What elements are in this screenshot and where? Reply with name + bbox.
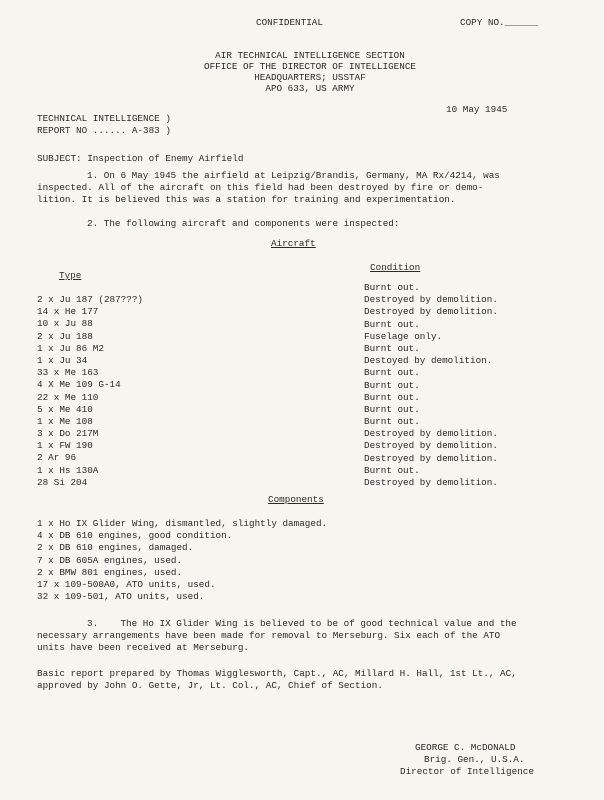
aircraft-type: 2 x Ju 188 <box>37 330 93 342</box>
type-heading: Type <box>59 270 82 281</box>
aircraft-condition: Destoyed by demolition. <box>364 355 493 367</box>
aircraft-condition: Burnt out. <box>364 403 420 415</box>
component-item: 4 x DB 610 engines, good condition. <box>37 530 233 542</box>
org-line: OFFICE OF THE DIRECTOR OF INTELLIGENCE <box>203 61 416 72</box>
condition-heading: Condition <box>370 262 421 273</box>
aircraft-heading: Aircraft <box>271 238 316 249</box>
aircraft-type: 3 x Do 217M <box>37 428 99 440</box>
paragraph-3-line: units have been received at Merseburg. <box>37 642 250 653</box>
aircraft-type: 2 Ar 96 <box>37 452 77 464</box>
component-item: 1 x Ho IX Glider Wing, dismantled, slightly damaged. <box>37 518 328 529</box>
aircraft-condition: Destroyed by demolition. <box>364 477 498 488</box>
component-item: 2 x DB 610 engines, damaged. <box>37 542 194 554</box>
paragraph-1-line: 1. On 6 May 1945 the airfield at Leipzig/Brandis, Germany, MA Rx/4214, was <box>87 170 500 181</box>
aircraft-type: 2 x Ju 187 (287???) <box>37 294 144 305</box>
signature-title: Director of Intelligence <box>400 766 534 777</box>
aircraft-type: 1 x Ju 34 <box>37 354 88 366</box>
classification-label: CONFIDENTIAL <box>256 17 323 28</box>
report-label-line1: TECHNICAL INTELLIGENCE ) <box>37 113 171 124</box>
aircraft-condition: Burnt out. <box>364 391 420 403</box>
report-date: 10 May 1945 <box>446 104 508 115</box>
aircraft-type: 5 x Me 410 <box>37 403 93 415</box>
paragraph-1-line: lition. It is believed this was a station for training and experimentation. <box>37 194 456 205</box>
basic-report-line: Basic report prepared by Thomas Wigglesworth, Capt., AC, Millard H. Hall, 1st Lt., AC, <box>37 668 517 679</box>
aircraft-condition: Burnt out. <box>364 464 420 476</box>
aircraft-condition: Burnt out. <box>364 282 420 293</box>
aircraft-type: 10 x Ju 88 <box>37 318 93 330</box>
aircraft-condition: Destroyed by demolition. <box>364 452 498 464</box>
aircraft-type: 1 x FW 190 <box>37 440 93 452</box>
aircraft-type: 4 X Me 109 G-14 <box>37 379 121 391</box>
org-line: HEADQUARTERS; USSTAF <box>254 72 366 83</box>
aircraft-condition: Destroyed by demolition. <box>364 294 498 306</box>
aircraft-type: 22 x Me 110 <box>37 391 99 403</box>
aircraft-condition: Burnt out. <box>364 318 420 330</box>
aircraft-condition: Burnt out. <box>364 342 420 354</box>
signature-rank: Brig. Gen., U.S.A. <box>424 754 525 765</box>
aircraft-condition: Burnt out. <box>364 367 420 379</box>
components-list <box>37 518 327 603</box>
aircraft-condition: Destroyed by demolition. <box>364 440 498 452</box>
component-item: 7 x DB 605A engines, used. <box>37 554 183 566</box>
aircraft-type: 28 Si 204 <box>37 476 88 488</box>
aircraft-type-list <box>37 294 143 489</box>
component-item: 17 x 109-500A0, ATO units, used. <box>37 578 216 590</box>
paragraph-2: 2. The following aircraft and components were inspected: <box>87 218 400 229</box>
aircraft-condition: Destroyed by demolition. <box>364 306 498 318</box>
subject-line: SUBJECT: Inspection of Enemy Airfield <box>37 153 244 164</box>
aircraft-condition: Destroyed by demolition. <box>364 428 498 440</box>
aircraft-type: 1 x Hs 130A <box>37 464 99 476</box>
report-number: REPORT NO ...... A-383 ) <box>37 125 171 136</box>
aircraft-condition: Fuselage only. <box>364 330 443 342</box>
component-item: 2 x BMW 801 engines, used. <box>37 566 183 578</box>
org-header <box>130 50 490 94</box>
aircraft-type: 33 x Me 163 <box>37 367 99 379</box>
copy-number-label: COPY NO.______ <box>460 17 539 28</box>
component-item: 32 x 109-501, ATO units, used. <box>37 591 205 603</box>
paragraph-3-line: 3. The Ho IX Glider Wing is believed to be of good technical value and the <box>87 618 517 629</box>
paragraph-3-line: necessary arrangements have been made for removal to Merseburg. Six each of the ATO <box>37 630 501 641</box>
aircraft-condition: Burnt out. <box>364 379 420 391</box>
basic-report-line: approved by John O. Gette, Jr, Lt. Col., AC, Chief of Section. <box>37 680 383 691</box>
aircraft-type: 1 x Me 108 <box>37 415 93 427</box>
components-heading: Components <box>268 494 324 505</box>
paragraph-1-line: inspected. All of the aircraft on this field had been destroyed by fire or demo- <box>37 182 484 193</box>
aircraft-condition-list <box>364 282 498 489</box>
aircraft-condition: Burnt out. <box>364 416 420 428</box>
signature-name: GEORGE C. McDONALD <box>415 742 516 753</box>
aircraft-type: 14 x He 177 <box>37 306 99 318</box>
org-line: AIR TECHNICAL INTELLIGENCE SECTION <box>215 50 405 61</box>
aircraft-type: 1 x Ju 86 M2 <box>37 342 104 354</box>
org-line: APO 633, US ARMY <box>265 83 355 94</box>
